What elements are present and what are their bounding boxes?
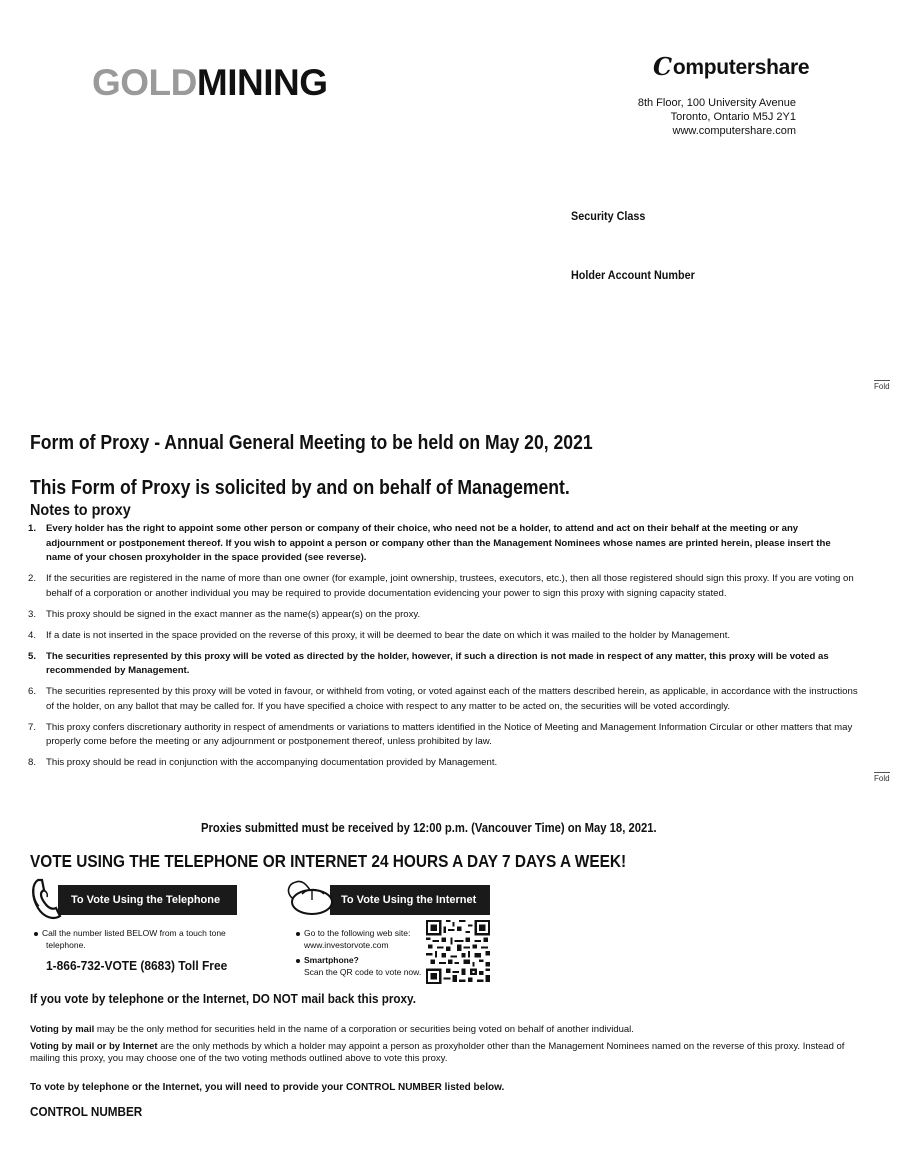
voting-by-mail-paragraph [30,1024,860,1036]
security-class-label: Security Class [571,209,646,223]
address-line: 8th Floor, 100 University Avenue [637,97,796,109]
voting-by-internet-text: are the only methods by which a holder may appoint a person as proxyholder other than the Management Nominees named on the reverse of this proxy. Instead of mailing this proxy, you may choose one of the two voting methods outlined above to vote this proxy. [30,1041,845,1064]
note-text: Every holder has the right to appoint some other person or company of their choice, who need not be a holder, to attend and act on their behalf at the meeting or any adjournment or postponement thereof. If you wish to appoint a person or company other than the Management Nominees whose names are printed herein, please insert the name of your chosen proxyholder in the space provided (see reverse). [46,523,831,564]
telephone-icon [30,876,66,920]
smartphone-label: Smartphone? [304,955,359,965]
notes-heading: Notes to proxy [30,502,131,519]
computershare-name: omputershare [672,55,810,79]
internet-bar-label: To Vote Using the Internet [341,894,477,906]
internet-bar [330,885,490,915]
computershare-logo [653,52,810,81]
logo-gold-text: GOLD [92,62,197,103]
form-title: Form of Proxy - Annual General Meeting to be held on May 20, 2021 [30,432,593,454]
note-item [28,522,858,566]
note-text: If a date is not inserted in the space provided on the reverse of this proxy, it will be deemed to bear the date on which it was mailed to the holder by Management. [46,629,731,641]
bullet-icon [296,932,300,936]
fold-mark: Fold [874,774,890,783]
do-not-mail-warning: If you vote by telephone or the Internet, DO NOT mail back this proxy. [30,991,416,1006]
note-text: This proxy confers discretionary authority in respect of amendments or variations to matters identified in the Notice of Meeting and Management Information Circular or other matters that may properly come before the meeting or any adjournment or postponement thereof, unless prohibited by law. [46,721,853,748]
note-text: The securities represented by this proxy will be voted as directed by the holder, however, if such a direction is not made in respect of any matter, this proxy will be voted as recommended by Management. [46,650,829,677]
note-number: 8. [28,757,37,769]
note-number: 6. [28,686,37,698]
internet-instructions [296,927,426,978]
telephone-number[interactable]: 1-866-732-VOTE (8683) Toll Free [46,958,228,973]
vote-heading: VOTE USING THE TELEPHONE OR INTERNET 24 HOURS A DAY 7 DAYS A WEEK! [30,851,627,871]
logo-mining-text: MINING [196,62,328,103]
computershare-address [638,96,796,138]
note-item [28,756,858,771]
address-line: www.computershare.com [672,125,796,137]
bullet-icon [34,932,38,936]
fold-mark: Fold [874,382,890,391]
investorvote-link[interactable]: www.investorvote.com [304,940,389,950]
internet-instruction-line: Go to the following web site: [304,928,411,938]
note-number: 7. [28,721,37,733]
note-text: This proxy should be signed in the exact manner as the name(s) appear(s) on the proxy. [46,608,421,620]
telephone-bar-label: To Vote Using the Telephone [71,894,221,906]
smartphone-text: Scan the QR code to vote now. [304,967,422,977]
voting-by-internet-label: Voting by mail or by Internet [30,1041,158,1052]
voting-by-mail-text: may be the only method for securities held in the name of a corporation or securities being voted on behalf of another individual. [94,1024,634,1035]
note-number: 1. [28,523,37,534]
voting-by-mail-label: Voting by mail [30,1024,95,1035]
note-text: If the securities are registered in the name of more than one owner (for example, joint ownership, trustees, executors, etc.), then all those registered should sign this proxy. If you are voting on behalf of a corporation or another individual you may be required to provide documentation evidencing your power to sign this proxy with signing capacity stated. [46,573,854,599]
note-text: This proxy should be read in conjunction with the accompanying documentation provided by Management. [46,757,498,769]
note-item [28,685,858,714]
qr-code[interactable] [426,920,490,984]
address-line: Toronto, Ontario M5J 2Y1 [670,111,796,123]
goldmining-logo [92,64,328,101]
note-number: 2. [28,573,37,585]
computershare-mark: C [653,52,672,81]
note-item [28,572,858,601]
notes-list [28,522,858,777]
control-number-label: CONTROL NUMBER [30,1104,143,1119]
telephone-instruction-line: telephone. [46,940,86,950]
note-item [28,721,858,750]
note-item [28,608,858,623]
note-number: 4. [28,629,37,641]
control-number-note: To vote by telephone or the Internet, you will need to provide your CONTROL NUMBER listed below. [30,1082,505,1093]
note-item [28,629,858,644]
telephone-instructions [34,927,234,951]
telephone-bar [58,885,237,915]
holder-account-number-label: Holder Account Number [571,268,695,282]
proxy-deadline: Proxies submitted must be received by 12:00 p.m. (Vancouver Time) on May 18, 2021. [201,821,657,835]
bullet-icon [296,959,300,963]
computer-mouse-icon [284,878,340,918]
note-item [28,650,858,679]
voting-by-internet-paragraph [30,1041,860,1065]
note-number: 3. [28,608,37,620]
telephone-instruction-line: Call the number listed BELOW from a touch tone [42,928,226,938]
note-number: 5. [28,650,37,662]
note-text: The securities represented by this proxy will be voted in favour, or withheld from voting, or voted against each of the matters described herein, as applicable, in accordance with the instructions of the holder, on any ballot that may be called for. If you have specified a choice with respect to any matter to be acted on, the securities will be voted accordingly. [46,686,858,712]
form-subtitle: This Form of Proxy is solicited by and on behalf of Management. [30,477,570,499]
